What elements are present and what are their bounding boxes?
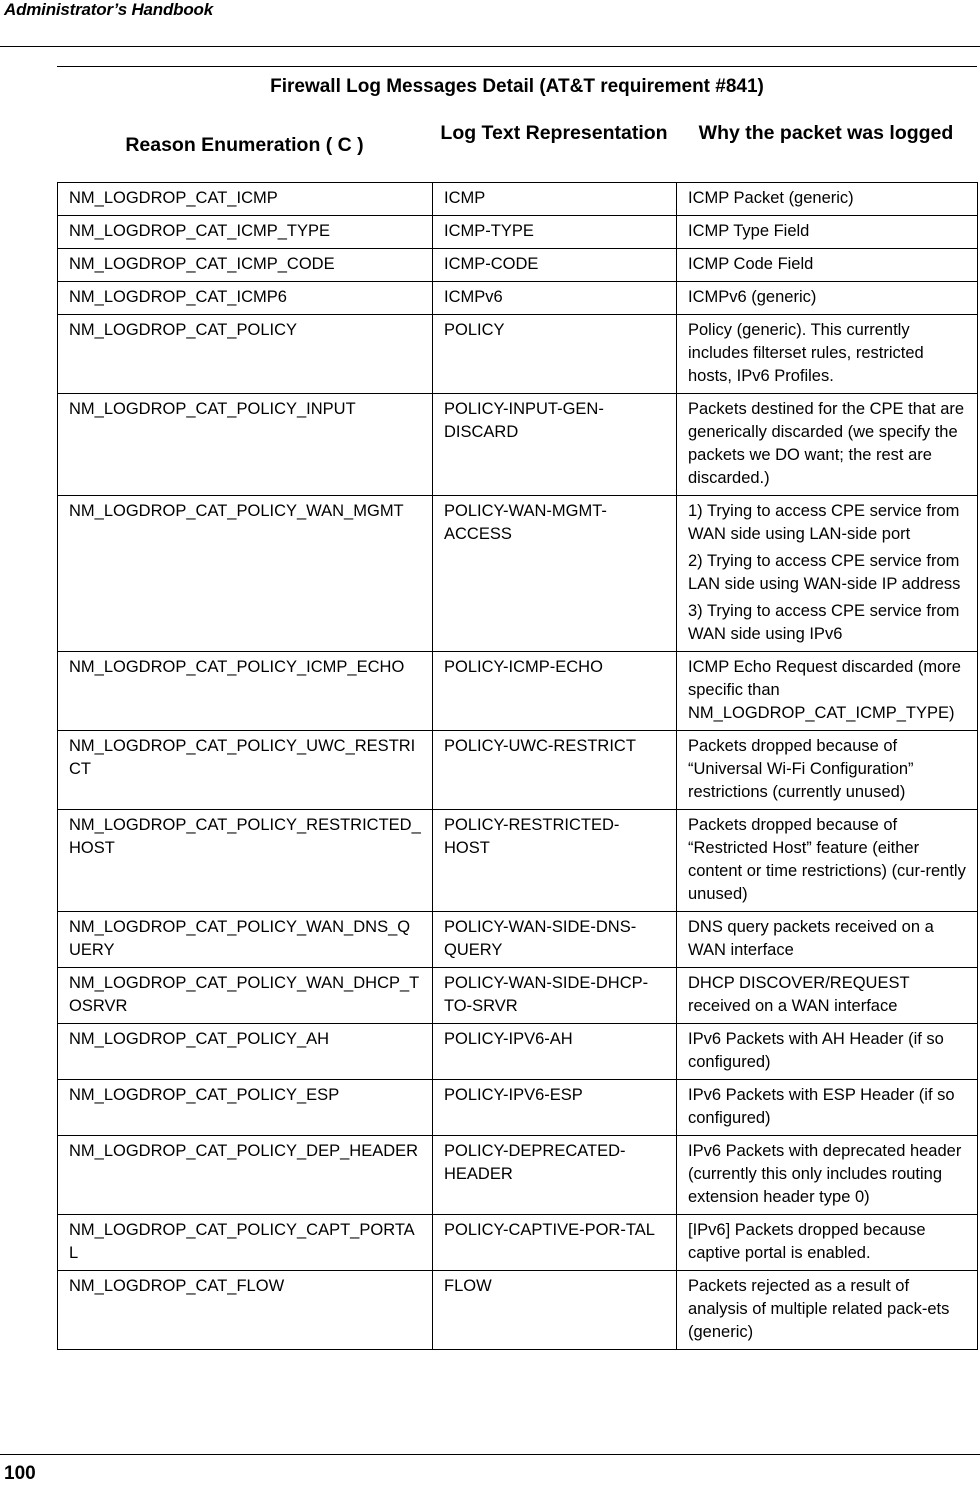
why-logged-cell — [677, 1271, 978, 1350]
reason-enumeration-cell: NM_LOGDROP_CAT_ICMP — [58, 183, 433, 216]
log-text-cell: ICMP — [433, 183, 677, 216]
page-number: 100 — [4, 1463, 36, 1484]
table-row — [58, 652, 978, 731]
why-logged-cell — [677, 731, 978, 810]
why-logged-cell — [677, 282, 978, 315]
table-row — [58, 810, 978, 912]
why-logged-text: ICMP Packet (generic) — [688, 189, 854, 207]
table-row — [58, 912, 978, 968]
why-logged-text: ICMP Code Field — [688, 255, 814, 273]
log-text-cell: POLICY-WAN-SIDE-DNS-QUERY — [433, 912, 677, 968]
log-text-cell: POLICY-RESTRICTED-HOST — [433, 810, 677, 912]
reason-enumeration-cell: NM_LOGDROP_CAT_POLICY_DEP_HEADER — [58, 1136, 433, 1215]
why-logged-text: DHCP DISCOVER/REQUEST received on a WAN interface — [688, 974, 910, 1015]
why-logged-cell — [677, 1024, 978, 1080]
reason-enumeration-cell: NM_LOGDROP_CAT_POLICY_ICMP_ECHO — [58, 652, 433, 731]
log-text-cell: ICMP-CODE — [433, 249, 677, 282]
why-logged-text: IPv6 Packets with deprecated header (currently this only includes routing extension header type 0) — [688, 1142, 962, 1206]
why-logged-text: IPv6 Packets with ESP Header (if so configured) — [688, 1086, 955, 1127]
log-text-cell: POLICY-WAN-SIDE-DHCP-TO-SRVR — [433, 968, 677, 1024]
log-text-cell: POLICY-INPUT-GEN-DISCARD — [433, 394, 677, 496]
why-logged-cell — [677, 249, 978, 282]
table-row — [58, 216, 978, 249]
why-logged-text: 3) Trying to access CPE service from WAN side using IPv6 — [688, 602, 960, 643]
reason-enumeration-cell: NM_LOGDROP_CAT_POLICY_AH — [58, 1024, 433, 1080]
why-logged-cell — [677, 1080, 978, 1136]
log-text-cell: POLICY-UWC-RESTRICT — [433, 731, 677, 810]
log-text-cell: POLICY-CAPTIVE-POR-TAL — [433, 1215, 677, 1271]
table-row — [58, 183, 978, 216]
column-header-why: Why the packet was logged — [698, 122, 954, 144]
reason-enumeration-cell: NM_LOGDROP_CAT_FLOW — [58, 1271, 433, 1350]
why-logged-cell — [677, 315, 978, 394]
column-header-reason: Reason Enumeration ( C ) — [125, 134, 364, 156]
reason-enumeration-cell: NM_LOGDROP_CAT_POLICY_UWC_RESTRICT — [58, 731, 433, 810]
header-rule — [0, 46, 980, 47]
table-row — [58, 282, 978, 315]
log-text-cell: FLOW — [433, 1271, 677, 1350]
firewall-log-table — [57, 182, 978, 1350]
table-row — [58, 1024, 978, 1080]
log-text-cell: POLICY-IPV6-ESP — [433, 1080, 677, 1136]
reason-enumeration-cell: NM_LOGDROP_CAT_POLICY_ESP — [58, 1080, 433, 1136]
why-logged-cell — [677, 216, 978, 249]
reason-enumeration-cell: NM_LOGDROP_CAT_ICMP6 — [58, 282, 433, 315]
column-header-log-text: Log Text Representation — [440, 122, 668, 144]
reason-enumeration-cell: NM_LOGDROP_CAT_POLICY_INPUT — [58, 394, 433, 496]
table-row — [58, 249, 978, 282]
why-logged-text: 1) Trying to access CPE service from WAN side using LAN-side port — [688, 502, 960, 543]
table-row — [58, 496, 978, 652]
table-row — [58, 1080, 978, 1136]
why-logged-text: [IPv6] Packets dropped because captive portal is enabled. — [688, 1221, 926, 1262]
footer-rule — [0, 1454, 980, 1455]
table-row — [58, 315, 978, 394]
table-row — [58, 1215, 978, 1271]
why-logged-text: ICMP Type Field — [688, 222, 810, 240]
why-logged-cell — [677, 1215, 978, 1271]
log-text-cell: POLICY-WAN-MGMT-ACCESS — [433, 496, 677, 652]
why-logged-text: IPv6 Packets with AH Header (if so configured) — [688, 1030, 944, 1071]
why-logged-text: DNS query packets received on a WAN interface — [688, 918, 934, 959]
reason-enumeration-cell: NM_LOGDROP_CAT_POLICY_WAN_DNS_QUERY — [58, 912, 433, 968]
why-logged-cell — [677, 1136, 978, 1215]
why-logged-cell — [677, 183, 978, 216]
table-row — [58, 1136, 978, 1215]
reason-enumeration-cell: NM_LOGDROP_CAT_POLICY — [58, 315, 433, 394]
why-logged-cell — [677, 968, 978, 1024]
why-logged-text: Policy (generic). This currently includes filterset rules, restricted hosts, IPv6 Profiles. — [688, 321, 924, 385]
reason-enumeration-cell: NM_LOGDROP_CAT_POLICY_WAN_MGMT — [58, 496, 433, 652]
table-row — [58, 968, 978, 1024]
why-logged-cell — [677, 496, 978, 652]
table-row — [58, 1271, 978, 1350]
log-text-cell: ICMP-TYPE — [433, 216, 677, 249]
why-logged-text: Packets rejected as a result of analysis of multiple related pack-ets (generic) — [688, 1277, 950, 1341]
table-body — [58, 183, 978, 1350]
reason-enumeration-cell: NM_LOGDROP_CAT_ICMP_CODE — [58, 249, 433, 282]
why-logged-text: Packets dropped because of “Restricted Host” feature (either content or time restrictions) (cur-rently unused) — [688, 816, 966, 903]
reason-enumeration-cell: NM_LOGDROP_CAT_POLICY_CAPT_PORTAL — [58, 1215, 433, 1271]
running-head: Administrator’s Handbook — [4, 0, 213, 19]
table-row — [58, 394, 978, 496]
why-logged-text: 2) Trying to access CPE service from LAN side using WAN-side IP address — [688, 552, 961, 593]
table-caption: Firewall Log Messages Detail (AT&T requirement #841) — [270, 76, 764, 97]
why-logged-cell — [677, 652, 978, 731]
why-logged-cell — [677, 394, 978, 496]
log-text-cell: ICMPv6 — [433, 282, 677, 315]
table-top-rule — [57, 66, 977, 67]
why-logged-text: Packets destined for the CPE that are generically discarded (we specify the packets we DO want; the rest are discarded.) — [688, 400, 965, 487]
why-logged-text: ICMPv6 (generic) — [688, 288, 817, 306]
why-logged-text: ICMP Echo Request discarded (more specific than NM_LOGDROP_CAT_ICMP_TYPE) — [688, 658, 961, 722]
reason-enumeration-cell: NM_LOGDROP_CAT_POLICY_RESTRICTED_HOST — [58, 810, 433, 912]
why-logged-text: Packets dropped because of “Universal Wi-Fi Configuration” restrictions (currently unused) — [688, 737, 914, 801]
log-text-cell: POLICY-ICMP-ECHO — [433, 652, 677, 731]
reason-enumeration-cell: NM_LOGDROP_CAT_ICMP_TYPE — [58, 216, 433, 249]
log-text-cell: POLICY — [433, 315, 677, 394]
reason-enumeration-cell: NM_LOGDROP_CAT_POLICY_WAN_DHCP_TOSRVR — [58, 968, 433, 1024]
why-logged-cell — [677, 810, 978, 912]
log-text-cell: POLICY-IPV6-AH — [433, 1024, 677, 1080]
table-row — [58, 731, 978, 810]
why-logged-cell — [677, 912, 978, 968]
log-text-cell: POLICY-DEPRECATED-HEADER — [433, 1136, 677, 1215]
